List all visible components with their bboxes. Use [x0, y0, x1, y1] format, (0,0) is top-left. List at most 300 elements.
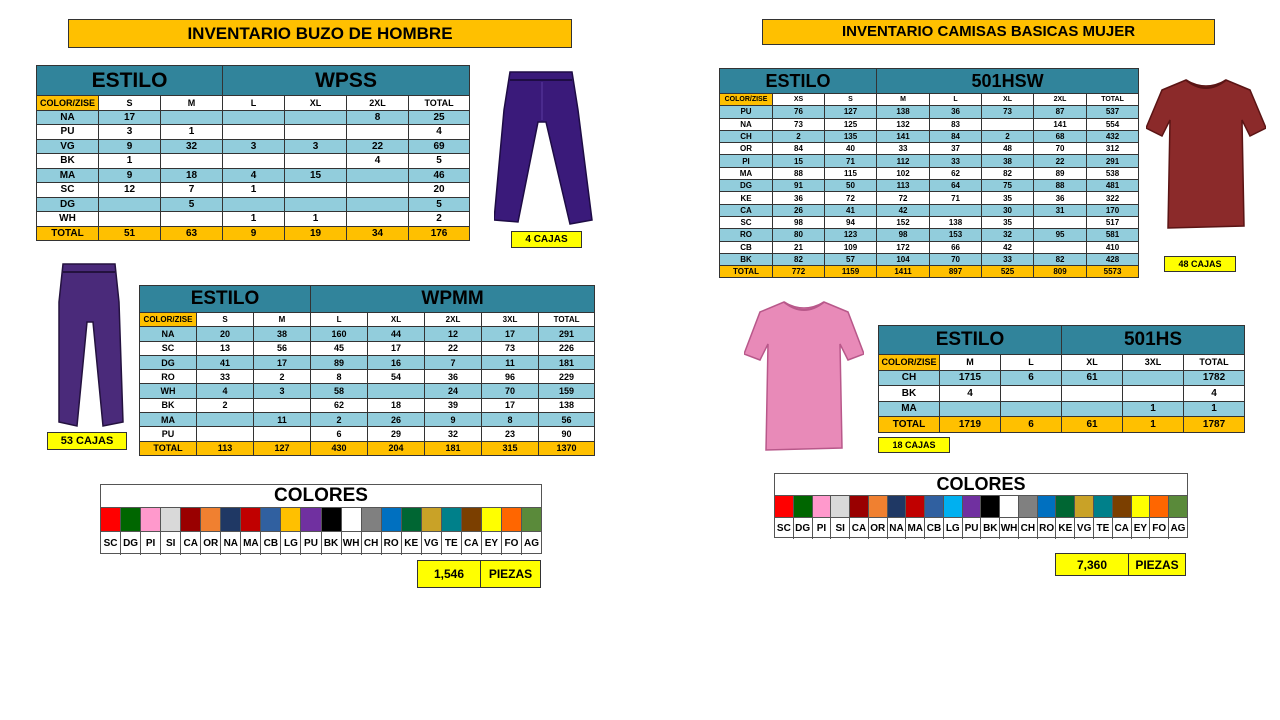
quantity-cell: 76: [773, 106, 825, 118]
color-swatch: [422, 508, 442, 531]
quantity-cell: 8: [311, 370, 368, 384]
quantity-cell: [99, 212, 161, 227]
color-code-cell: WH: [37, 212, 99, 227]
quantity-cell: 322: [1087, 192, 1139, 204]
quantity-cell: 66: [930, 241, 982, 253]
color-code-cell: CB: [720, 241, 773, 253]
quantity-cell: 1: [1123, 401, 1184, 417]
quantity-cell: 113: [877, 180, 930, 192]
color-label: CH: [362, 532, 382, 555]
quantity-cell: 16: [368, 355, 425, 369]
quantity-cell: 153: [930, 229, 982, 241]
color-code-cell: RO: [720, 229, 773, 241]
quantity-cell: 42: [982, 241, 1034, 253]
quantity-cell: 37: [930, 143, 982, 155]
table-row: [140, 341, 595, 355]
column-header: L: [311, 313, 368, 327]
quantity-cell: 152: [877, 216, 930, 228]
pants-shape: [494, 72, 592, 224]
total-cell: 51: [99, 226, 161, 241]
table-row: [140, 398, 595, 412]
color-label: DG: [794, 518, 813, 539]
quantity-cell: 88: [773, 167, 825, 179]
color-swatch: [1094, 496, 1113, 517]
quantity-cell: 89: [311, 355, 368, 369]
color-code-cell: OR: [720, 143, 773, 155]
quantity-cell: 2: [311, 413, 368, 427]
quantity-cell: 5: [161, 197, 223, 212]
total-cell: 1159: [825, 266, 877, 278]
quantity-cell: 428: [1087, 253, 1139, 265]
right-title: INVENTARIO CAMISAS BASICAS MUJER: [762, 19, 1215, 45]
quantity-cell: 115: [825, 167, 877, 179]
color-swatch: [981, 496, 1000, 517]
color-label: SI: [161, 532, 181, 555]
quantity-cell: 2: [409, 212, 470, 227]
quantity-cell: [197, 427, 254, 441]
quantity-cell: 32: [982, 229, 1034, 241]
color-swatch: [442, 508, 462, 531]
color-label: KE: [402, 532, 422, 555]
quantity-cell: 125: [825, 118, 877, 130]
total-cell: 430: [311, 441, 368, 455]
color-code-cell: MA: [879, 401, 940, 417]
style-name: WPSS: [223, 66, 470, 96]
table-row: [37, 139, 470, 154]
quantity-cell: 61: [1062, 370, 1123, 386]
quantity-cell: 39: [425, 398, 482, 412]
quantity-cell: 21: [773, 241, 825, 253]
quantity-cell: 1: [99, 154, 161, 169]
color-code-cell: VG: [37, 139, 99, 154]
color-swatch: [944, 496, 963, 517]
column-header: S: [197, 313, 254, 327]
quantity-cell: 3: [99, 125, 161, 140]
table-row: [879, 386, 1245, 402]
quantity-cell: 4: [1184, 386, 1245, 402]
color-label: PU: [963, 518, 982, 539]
color-swatch: [462, 508, 482, 531]
color-swatch: [1113, 496, 1132, 517]
quantity-cell: 98: [773, 216, 825, 228]
table-row: [140, 327, 595, 341]
color-swatch: [775, 496, 794, 517]
quantity-cell: 127: [825, 106, 877, 118]
color-label: SI: [831, 518, 850, 539]
quantity-cell: 33: [930, 155, 982, 167]
quantity-cell: [347, 183, 409, 198]
table-row: [37, 110, 470, 125]
hs-table: [878, 325, 1245, 433]
color-code-cell: DG: [720, 180, 773, 192]
quantity-cell: 2: [254, 370, 311, 384]
column-header: TOTAL: [409, 96, 470, 111]
color-code-cell: PU: [37, 125, 99, 140]
color-label: BK: [322, 532, 342, 555]
color-swatch: [831, 496, 850, 517]
quantity-cell: 5: [409, 154, 470, 169]
color-swatch: [813, 496, 832, 517]
table-row: [140, 355, 595, 369]
color-label: TE: [442, 532, 462, 555]
quantity-cell: [347, 197, 409, 212]
column-header: 2XL: [1034, 94, 1087, 106]
color-label: OR: [201, 532, 221, 555]
quantity-cell: 62: [311, 398, 368, 412]
color-label: CA: [462, 532, 482, 555]
color-label: LG: [944, 518, 963, 539]
table-row: [720, 253, 1139, 265]
quantity-cell: 46: [409, 168, 470, 183]
quantity-cell: [161, 154, 223, 169]
piezas-label: PIEZAS: [488, 567, 533, 581]
quantity-cell: [347, 125, 409, 140]
color-swatch: [925, 496, 944, 517]
quantity-cell: 31: [1034, 204, 1087, 216]
quantity-cell: [1123, 370, 1184, 386]
quantity-cell: 4: [409, 125, 470, 140]
color-code-cell: CH: [720, 130, 773, 142]
quantity-cell: 517: [1087, 216, 1139, 228]
total-cell: 113: [197, 441, 254, 455]
quantity-cell: 42: [877, 204, 930, 216]
table-row: [140, 384, 595, 398]
color-label: CA: [1113, 518, 1132, 539]
color-label: TE: [1094, 518, 1113, 539]
quantity-cell: 132: [877, 118, 930, 130]
table-row: [720, 192, 1139, 204]
quantity-cell: 4: [940, 386, 1001, 402]
color-code-cell: WH: [140, 384, 197, 398]
color-label: NA: [221, 532, 241, 555]
color-code-cell: NA: [140, 327, 197, 341]
quantity-cell: 23: [482, 427, 539, 441]
color-swatch: [522, 508, 541, 531]
quantity-cell: 6: [311, 427, 368, 441]
quantity-cell: 56: [254, 341, 311, 355]
quantity-cell: [99, 197, 161, 212]
table-row: [720, 130, 1139, 142]
column-header: TOTAL: [539, 313, 595, 327]
style-name: WPMM: [311, 286, 595, 313]
color-label: NA: [888, 518, 907, 539]
color-swatch: [850, 496, 869, 517]
quantity-cell: 3: [254, 384, 311, 398]
color-label: EY: [1132, 518, 1151, 539]
color-swatch: [1056, 496, 1075, 517]
color-label: WH: [342, 532, 362, 555]
quantity-cell: 26: [368, 413, 425, 427]
table-row: [37, 168, 470, 183]
total-cell: TOTAL: [37, 226, 99, 241]
quantity-cell: 35: [982, 216, 1034, 228]
quantity-cell: [161, 212, 223, 227]
color-swatch: [1132, 496, 1151, 517]
color-swatch: [362, 508, 382, 531]
color-code-cell: NA: [720, 118, 773, 130]
quantity-cell: 33: [982, 253, 1034, 265]
quantity-cell: 1: [285, 212, 347, 227]
pants-image-2: [57, 262, 125, 428]
quantity-cell: 72: [825, 192, 877, 204]
shirt-shape: [1146, 80, 1266, 228]
table-row: [37, 212, 470, 227]
color-label: SC: [775, 518, 794, 539]
color-code-cell: BK: [37, 154, 99, 169]
color-swatch: [342, 508, 362, 531]
quantity-cell: 40: [825, 143, 877, 155]
quantity-cell: 13: [197, 341, 254, 355]
total-cell: 5573: [1087, 266, 1139, 278]
color-label: FO: [1150, 518, 1169, 539]
total-row: [879, 417, 1245, 433]
quantity-cell: 432: [1087, 130, 1139, 142]
quantity-cell: 29: [368, 427, 425, 441]
quantity-cell: 2: [197, 398, 254, 412]
right-piezas-total: [1055, 553, 1186, 576]
quantity-cell: 56: [539, 413, 595, 427]
quantity-cell: 84: [773, 143, 825, 155]
quantity-cell: 1: [1184, 401, 1245, 417]
color-label: KE: [1056, 518, 1075, 539]
table-row: [879, 401, 1245, 417]
color-label: CB: [261, 532, 281, 555]
colores-panel-right: [774, 473, 1188, 538]
total-cell: 63: [161, 226, 223, 241]
quantity-cell: 4: [223, 168, 285, 183]
quantity-cell: 20: [409, 183, 470, 198]
color-code-cell: CA: [720, 204, 773, 216]
quantity-cell: 9: [99, 139, 161, 154]
quantity-cell: 80: [773, 229, 825, 241]
total-cell: 204: [368, 441, 425, 455]
quantity-cell: 91: [773, 180, 825, 192]
quantity-cell: [1062, 386, 1123, 402]
table-row: [720, 167, 1139, 179]
quantity-cell: 15: [773, 155, 825, 167]
color-code-cell: MA: [140, 413, 197, 427]
quantity-cell: 70: [482, 384, 539, 398]
table-row: [140, 370, 595, 384]
quantity-cell: 109: [825, 241, 877, 253]
color-label: SC: [101, 532, 121, 555]
quantity-cell: [1062, 401, 1123, 417]
quantity-cell: [930, 204, 982, 216]
shirt-shape: [744, 302, 864, 450]
estilo-label: ESTILO: [720, 69, 877, 94]
quantity-cell: 2: [982, 130, 1034, 142]
color-code-cell: BK: [140, 398, 197, 412]
color-swatch: [1169, 496, 1187, 517]
column-header: COLOR/ZISE: [879, 355, 940, 371]
quantity-cell: [254, 427, 311, 441]
quantity-cell: 17: [368, 341, 425, 355]
color-code-cell: DG: [140, 355, 197, 369]
estilo-label: ESTILO: [879, 326, 1062, 355]
total-cell: TOTAL: [879, 417, 940, 433]
quantity-cell: 8: [482, 413, 539, 427]
quantity-cell: 138: [877, 106, 930, 118]
quantity-cell: 112: [877, 155, 930, 167]
color-code-cell: MA: [720, 167, 773, 179]
quantity-cell: 159: [539, 384, 595, 398]
quantity-cell: 581: [1087, 229, 1139, 241]
left-piezas-total: [417, 560, 541, 588]
color-label: OR: [869, 518, 888, 539]
wpmm-boxes-badge: 53 CAJAS: [47, 432, 127, 450]
quantity-cell: 71: [930, 192, 982, 204]
hs-boxes-badge: 18 CAJAS: [878, 437, 950, 453]
column-header: COLOR/ZISE: [140, 313, 197, 327]
total-cell: 61: [1062, 417, 1123, 433]
color-code-cell: NA: [37, 110, 99, 125]
pants-shape: [59, 264, 123, 426]
quantity-cell: 36: [425, 370, 482, 384]
quantity-cell: 45: [311, 341, 368, 355]
total-cell: 1787: [1184, 417, 1245, 433]
quantity-cell: 6: [1001, 370, 1062, 386]
table-row: [720, 229, 1139, 241]
table-row: [140, 427, 595, 441]
quantity-cell: 312: [1087, 143, 1139, 155]
quantity-cell: 9: [99, 168, 161, 183]
color-swatch: [281, 508, 301, 531]
column-header: S: [825, 94, 877, 106]
quantity-cell: 1782: [1184, 370, 1245, 386]
color-swatch: [963, 496, 982, 517]
quantity-cell: [223, 125, 285, 140]
colores-title: COLORES: [101, 485, 541, 508]
quantity-cell: 22: [347, 139, 409, 154]
piezas-number: 1,546: [418, 561, 481, 587]
quantity-cell: 11: [254, 413, 311, 427]
quantity-cell: 17: [482, 398, 539, 412]
color-swatch: [1019, 496, 1038, 517]
color-swatch: [261, 508, 281, 531]
color-swatch: [101, 508, 121, 531]
quantity-cell: 41: [197, 355, 254, 369]
column-header: M: [877, 94, 930, 106]
quantity-cell: 83: [930, 118, 982, 130]
quantity-cell: 89: [1034, 167, 1087, 179]
color-label: RO: [1038, 518, 1057, 539]
quantity-cell: [347, 168, 409, 183]
total-cell: 34: [347, 226, 409, 241]
color-label: CB: [925, 518, 944, 539]
quantity-cell: 54: [368, 370, 425, 384]
table-row: [720, 180, 1139, 192]
column-header: M: [161, 96, 223, 111]
quantity-cell: [1123, 386, 1184, 402]
color-label: PI: [813, 518, 832, 539]
color-code-cell: BK: [879, 386, 940, 402]
color-swatch: [1000, 496, 1019, 517]
quantity-cell: [285, 125, 347, 140]
quantity-cell: 20: [197, 327, 254, 341]
color-swatch: [201, 508, 221, 531]
quantity-cell: 44: [368, 327, 425, 341]
quantity-cell: 172: [877, 241, 930, 253]
quantity-cell: 41: [825, 204, 877, 216]
wpmm-table: [139, 285, 595, 456]
color-code-cell: BK: [720, 253, 773, 265]
quantity-cell: 4: [347, 154, 409, 169]
quantity-cell: 82: [982, 167, 1034, 179]
color-swatch: [1075, 496, 1094, 517]
quantity-cell: 1: [223, 212, 285, 227]
left-title: INVENTARIO BUZO DE HOMBRE: [68, 19, 572, 48]
quantity-cell: 32: [425, 427, 482, 441]
table-row: [720, 143, 1139, 155]
hsw-boxes-badge: 48 CAJAS: [1164, 256, 1236, 272]
quantity-cell: 1: [161, 125, 223, 140]
color-code-cell: CH: [879, 370, 940, 386]
quantity-cell: 57: [825, 253, 877, 265]
color-swatch: [221, 508, 241, 531]
table-row: [720, 155, 1139, 167]
quantity-cell: [223, 154, 285, 169]
quantity-cell: [223, 197, 285, 212]
total-cell: TOTAL: [140, 441, 197, 455]
quantity-cell: 36: [1034, 192, 1087, 204]
estilo-label: ESTILO: [140, 286, 311, 313]
color-code-cell: SC: [720, 216, 773, 228]
quantity-cell: 138: [930, 216, 982, 228]
quantity-cell: 22: [425, 341, 482, 355]
color-label: VG: [422, 532, 442, 555]
color-label: LG: [281, 532, 301, 555]
quantity-cell: [1001, 401, 1062, 417]
hsw-table: [719, 68, 1139, 278]
quantity-cell: 70: [930, 253, 982, 265]
quantity-cell: 72: [877, 192, 930, 204]
total-cell: 1411: [877, 266, 930, 278]
quantity-cell: 141: [877, 130, 930, 142]
total-row: [140, 441, 595, 455]
quantity-cell: 22: [1034, 155, 1087, 167]
total-cell: 127: [254, 441, 311, 455]
quantity-cell: [285, 110, 347, 125]
quantity-cell: 135: [825, 130, 877, 142]
quantity-cell: 36: [930, 106, 982, 118]
column-header: 3XL: [482, 313, 539, 327]
column-header: TOTAL: [1184, 355, 1245, 371]
total-cell: 897: [930, 266, 982, 278]
total-row: [720, 266, 1139, 278]
estilo-label: ESTILO: [37, 66, 223, 96]
quantity-cell: 73: [982, 106, 1034, 118]
quantity-cell: 9: [425, 413, 482, 427]
quantity-cell: 58: [311, 384, 368, 398]
color-swatch: [888, 496, 907, 517]
quantity-cell: 554: [1087, 118, 1139, 130]
color-label: AG: [1170, 523, 1186, 534]
quantity-cell: 32: [161, 139, 223, 154]
column-header: XL: [1062, 355, 1123, 371]
color-swatch: [482, 508, 502, 531]
quantity-cell: 2: [773, 130, 825, 142]
quantity-cell: 82: [773, 253, 825, 265]
quantity-cell: [223, 110, 285, 125]
colores-title: COLORES: [775, 474, 1187, 496]
quantity-cell: [161, 110, 223, 125]
quantity-cell: 3: [285, 139, 347, 154]
color-code-cell: PI: [720, 155, 773, 167]
column-header: 3XL: [1123, 355, 1184, 371]
quantity-cell: 138: [539, 398, 595, 412]
color-code-cell: SC: [37, 183, 99, 198]
quantity-cell: 30: [982, 204, 1034, 216]
